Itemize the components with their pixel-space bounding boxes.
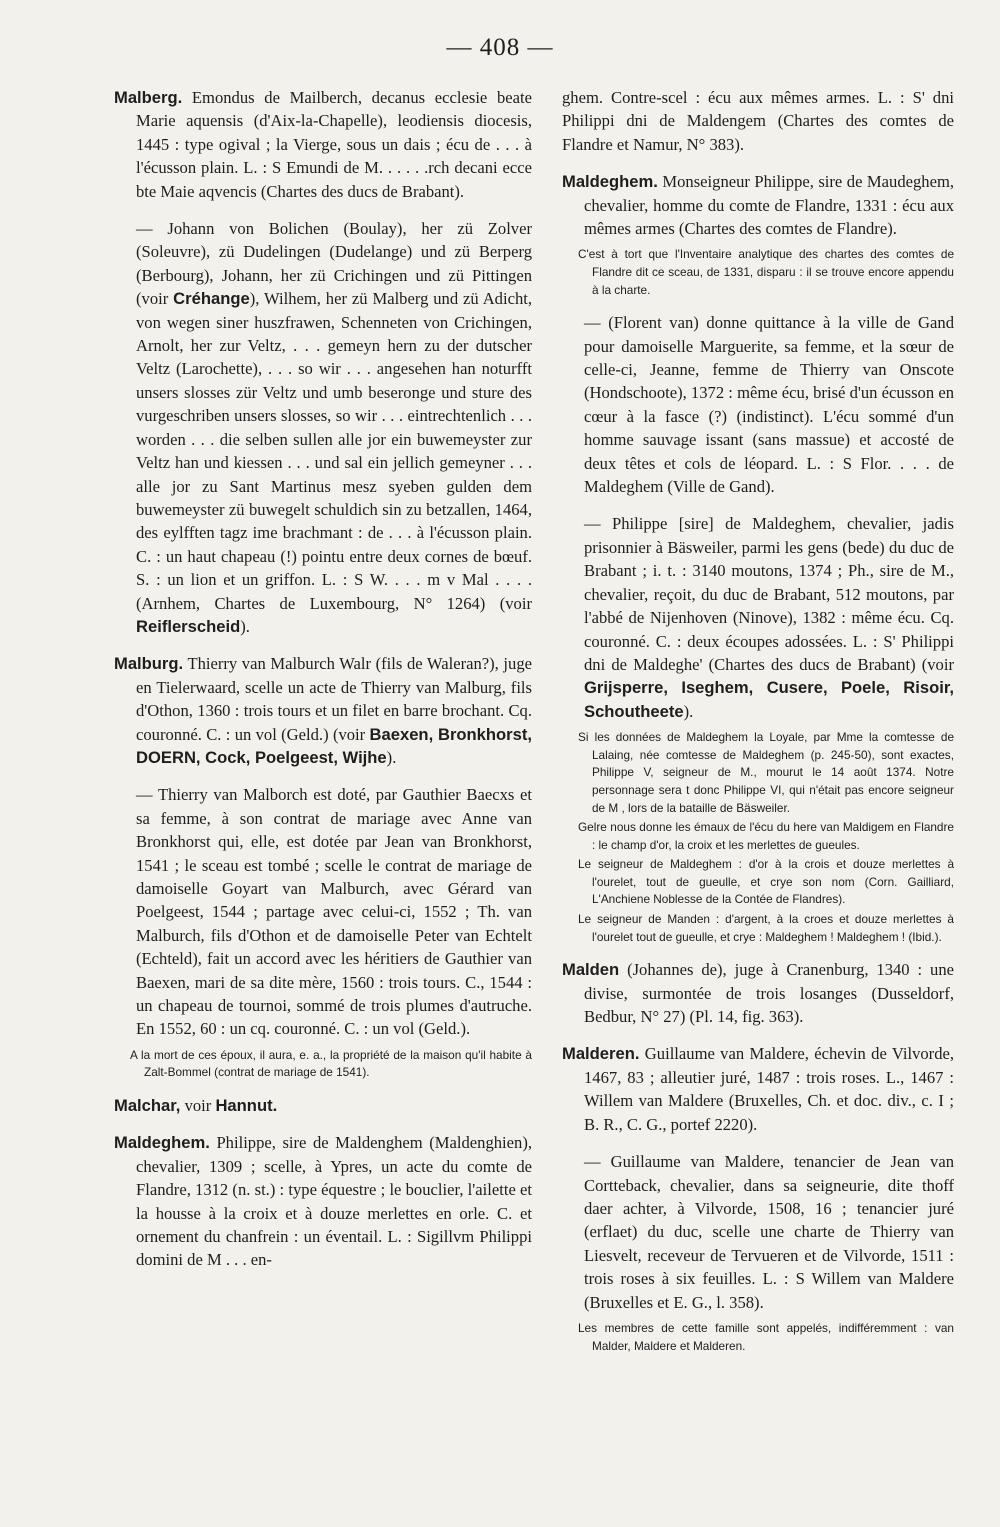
- note-philippe-3: Le seigneur de Maldeghem : d'or à la crois et douze merlettes à l'ourelet, tout de gueulle, et crye son nom (Corn. Gailliard, L'Anchiene Noblesse de la Contée de Flandres).: [578, 857, 954, 907]
- entry-malberg: [114, 86, 532, 203]
- headword-malchar: Malchar,: [114, 1096, 181, 1116]
- ref-reiflerscheid: Reiflerscheid: [136, 616, 241, 636]
- ref-hannut: Hannut.: [215, 1096, 278, 1116]
- entry-johann: [114, 217, 532, 638]
- page-number: — 408 —: [446, 34, 554, 61]
- entry-philippe-end: ).: [683, 701, 694, 721]
- headword-maldeghem-2: Maldeghem.: [562, 172, 658, 192]
- entry-guillaume: [562, 1150, 954, 1314]
- entry-malderen-text: Guillaume van Maldere, échevin de Vilvorde, 1467, 83 ; alleutier juré, 1487 : trois roses. L., 1467 : Willem van Maldere (Bruxelles, Ch. et doc. div., c. I ; B. R., C. G., portef 2220).: [584, 1044, 954, 1134]
- entry-maldeghem-continued: ghem. Contre-scel : écu aux mêmes armes. L. : S' dni Philippi dni de Maldengem (Chartes des comtes de Flandre et Namur, N° 383).: [562, 88, 954, 154]
- entry-malberg-text: Emondus de Mailberch, decanus ecclesie beate Marie aquensis (d'Aix-la-Chapelle), leodiensis diocesis, 1445 : type ogival ; la Vierge, sous un dais ; écu de . . . à l'écusson plain. L. : S Emundi de M. . . . . .rch decani ecce bte Maie aqvencis (Chartes des ducs de Brabant).: [136, 88, 532, 201]
- entry-malchar: [114, 1094, 532, 1117]
- headword-malden: Malden: [562, 960, 620, 980]
- note-philippe-4: Le seigneur de Manden : d'argent, à la croes et douze merlettes à l'ourelet tout de gueulle, et crye : Maldeghem ! Maldeghem ! (Ibid.).: [578, 912, 954, 944]
- entry-johann-text-a: — Johann von Bolichen (Boulay), her zü Zolver (Soleuvre), zü Dudelingen (Dudelange) und zü Berperg (Berbourg), Johann, her zü Crichingen und zü Pittingen (voir: [136, 219, 532, 309]
- refs-malburg: Baexen, Bronkhorst, DOERN, Cock, Poelgeest, Wijhe: [136, 724, 532, 767]
- left-column: [114, 86, 532, 1506]
- note-philippe-1: Si les données de Maldeghem la Loyale, par Mme la comtesse de Lalaing, née comtesse de Maldeghem (p. 245-50), sont exactes, Philippe V, seigneur de M., mourut le 14 août 1374. Notre personnage sera t donc Philippe VI, qui n'était pas encore seigneur de M , lors de la bataille de Bäsweiler.: [578, 730, 954, 815]
- entry-malden-text: (Johannes de), juge à Cranenburg, 1340 : une divise, surmontée de trois losanges (Dusseldorf, Bedbur, N° 27) (Pl. 14, fig. 363).: [584, 960, 954, 1027]
- note-philippe-2: Gelre nous donne les émaux de l'écu du here van Maldigem en Flandre : le champ d'or, la croix et les merlettes de gueules.: [578, 820, 954, 852]
- right-column: [562, 86, 954, 1506]
- entry-malderen: [562, 1042, 954, 1136]
- entry-maldeghem: [114, 1131, 532, 1271]
- entry-philippe-text: — Philippe [sire] de Maldeghem, chevalier, jadis prisonnier à Bäsweiler, parmi les gens (bede) du duc de Brabant ; i. t. : 3140 moutons, 1374 ; Ph., sire de M., chevalier, reçoit, du duc de Brabant, 512 moutons, par l'abbé de Nijenhoven (Ninove), 1382 : même écu. Cq. couronné. C. : deux écoupes adossées. L. : S' Philippi dni de Maldeghe' (Chartes des ducs de Brabant) (voir: [584, 514, 954, 674]
- entry-philippe: [562, 512, 954, 723]
- headword-malberg: Malberg.: [114, 88, 183, 107]
- headword-malderen: Malderen.: [562, 1044, 640, 1064]
- headword-malburg: Malburg.: [114, 654, 184, 674]
- headword-maldeghem: Maldeghem.: [114, 1133, 210, 1153]
- note-guillaume: Les membres de cette famille sont appelés, indifféremment : van Malder, Maldere et Malderen.: [578, 1320, 954, 1353]
- entry-johann-text-c: ).: [240, 616, 250, 636]
- note-maldeghem-2: C'est à tort que l'Inventaire analytique des chartes des comtes de Flandre dit ce sceau, de 1331, disparu : il se trouve encore appendu à la charte.: [578, 247, 954, 297]
- entry-malden: [562, 958, 954, 1028]
- entry-maldeghem-2: [562, 170, 954, 240]
- entry-maldeghem-text: Philippe, sire de Maldenghem (Maldenghien), chevalier, 1309 ; scelle, à Ypres, un acte du comte de Flandre, 1312 (n. st.) : type équestre ; le bouclier, l'ailette et la housse à la croix et à douze merlettes en orle. C. et ornement du chanfrein : un éventail. L. : Sigillvm Philippi domini de M . . . en-: [136, 1133, 532, 1270]
- entry-thierry: [114, 783, 532, 1040]
- entry-malchar-text: voir: [180, 1096, 216, 1116]
- entry-johann-text-b: ), Wilhem, her zü Malberg und zü Adicht, von wegen siner huszfrawen, Schenneten von Crichingen, Arnolt, her zur Veltz, . . . gemeyn hern zu der dutscher Veltz (Larochette), . . . so wir . . . angesehen han noturfft unsers slosses zür Veltz und umb beseronge und sture des vurgeschriben unsers slosses, so wir . . . eintrechtenlich . . . worden . . . die selben sullen alle jor ein buwemeyster zur Veltz han und kiessen . . . und sal ein jellich gemeyner . . . alle jor zu Sant Martinus mesz syeben gulden dem buwemeyster zü buwegelt schuldich sin zu betzallen, 1464, des eylfften tagz ime brachmant : de . . . à l'écusson plain. C. : un haut chapeau (!) pointu entre deux cornes de bœuf. S. : un lion et un griffon. L. : S W. . . . m v Mal . . . . (Arnhem, Chartes de Luxembourg, N° 1264) (voir: [136, 289, 532, 613]
- entry-malburg-end: ).: [386, 747, 397, 767]
- entry-malburg: [114, 652, 532, 769]
- entry-florent: — (Florent van) donne quittance à la ville de Gand pour damoiselle Marguerite, sa femme, et la sœur de celle-ci, Jeanne, femme de Thierry van Onscote (Hondschoote), 1372 : même écu, brisé d'un écusson en cœur à la fasce (?) (indistinct). L'écu sommé d'un homme sauvage issant (sans massue) et accosté de deux têtes et cols de léopard. L. : S Flor. . . . de Maldeghem (Ville de Gand).: [584, 313, 954, 497]
- ref-crehange: Créhange: [173, 289, 250, 309]
- note-thierry: A la mort de ces époux, il aura, e. a., la propriété de la maison qu'il habite à Zalt-Bommel (contrat de mariage de 1541).: [130, 1047, 532, 1080]
- refs-philippe: Grijsperre, Iseghem, Cusere, Poele, Risoir, Schoutheete: [584, 678, 954, 721]
- entry-maldeghem-2-text: Monseigneur Philippe, sire de Maudeghem, chevalier, homme du comte de Flandre, 1331 : écu aux mêmes armes (Chartes des comtes de Flandre).: [584, 172, 954, 239]
- entry-thierry-text: — Thierry van Malborch est doté, par Gauthier Baecxs et sa femme, à son contrat de mariage avec Anne van Bronkhorst qui, elle, est dotée par Jean van Bronkhorst, 1541 ; le sceau est tombé ; scelle le contrat de mariage de damoiselle Goyart van Malburch, avec Gérard van Poelgeest, 1544 ; partage avec celui-ci, 1552 ; Th. van Malburch, fils d'Othon et de damoiselle Peter van Echtelt (Echteld), fait un accord avec les héritiers de Gauthier van Baexen, mari de sa dite mère, 1560 : trois tours. C., 1544 : un chapeau de tournoi, sommé de trois plumes d'autruche. En 1552, 60 : un cq. couronné. C. : un vol (Geld.).: [136, 785, 532, 1039]
- entry-malburg-text: Thierry van Malburch Walr (fils de Waleran?), juge en Tielerwaard, scelle un acte de Thierry van Malburg, fils d'Othon, 1360 : trois tours et un filet en barre brochant. Cq. couronné. C. : un vol (Geld.) (voir: [136, 654, 532, 744]
- entry-guillaume-text: — Guillaume van Maldere, tenancier de Jean van Cortteback, chevalier, dans sa seigneurie, dite thoff daer achter, à Vilvorde, 1508, 16 ; tenancier juré (erflaet) du duc, scelle une charte de Thierry van Liesvelt, receveur de Tervueren et de Vilvorde, 1511 : trois roses à six feuilles. L. : S Willem van Maldere (Bruxelles et E. G., l. 358).: [584, 1152, 954, 1312]
